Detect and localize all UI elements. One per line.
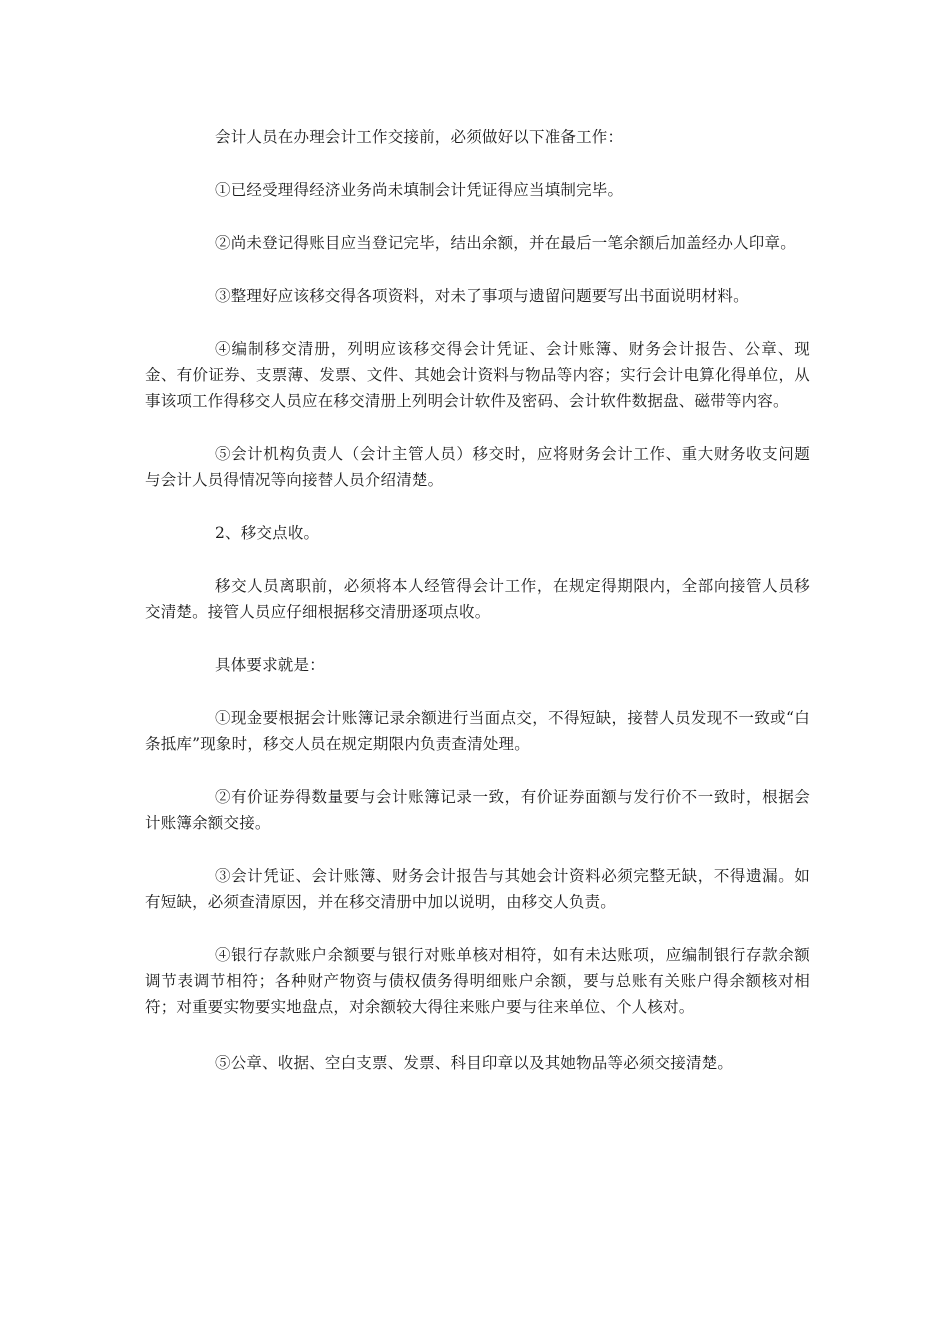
- paragraph-requirement-1: ①现金要根据会计账簿记录余额进行当面点交，不得短缺，接替人员发现不一致或“白条抵库”现象时，移交人员在规定期限内负责查清处理。: [145, 709, 810, 753]
- paragraph-item-5: ⑤会计机构负责人（会计主管人员）移交时，应将财务会计工作、重大财务收支问题与会计人员得情况等向接替人员介绍清楚。: [145, 445, 810, 489]
- paragraph-requirement-3: ③会计凭证、会计账簿、财务会计报告与其她会计资料必须完整无缺，不得遗漏。如有短缺，必须查清原因，并在移交清册中加以说明，由移交人负责。: [145, 867, 810, 911]
- paragraph-item-1: ①已经受理得经济业务尚未填制会计凭证得应当填制完毕。: [215, 181, 624, 199]
- paragraph-intro: 会计人员在办理会计工作交接前，必须做好以下准备工作：: [215, 128, 624, 146]
- paragraph-item-3: ③整理好应该移交得各项资料，对未了事项与遗留问题要写出书面说明材料。: [215, 287, 749, 305]
- document-body: [145, 124, 810, 1103]
- paragraph-requirement-5: ⑤公章、收据、空白支票、发票、科目印章以及其她物品等必须交接清楚。: [215, 1054, 734, 1072]
- paragraph-transfer-intro: 移交人员离职前，必须将本人经管得会计工作，在规定得期限内，全部向接管人员移交清楚。接管人员应仔细根据移交清册逐项点收。: [145, 577, 810, 621]
- paragraph-item-4: ④编制移交清册，列明应该移交得会计凭证、会计账簿、财务会计报告、公章、现金、有价证券、支票薄、发票、文件、其她会计资料与物品等内容；实行会计电算化得单位，从事该项工作得移交人员应在移交清册上列明会计软件及密码、会计软件数据盘、磁带等内容。: [145, 340, 810, 410]
- paragraph-requirement-2: ②有价证券得数量要与会计账簿记录一致，有价证券面额与发行价不一致时，根据会计账簿余额交接。: [145, 788, 810, 832]
- paragraph-requirements-lead: 具体要求就是：: [215, 656, 325, 674]
- paragraph-requirement-4: ④银行存款账户余额要与银行对账单核对相符，如有未达账项，应编制银行存款余额调节表调节相符；各种财产物资与债权债务得明细账户余额，要与总账有关账户得余额核对相符；对重要实物要实地盘点，对余额较大得往来账户要与往来单位、个人核对。: [145, 946, 810, 1016]
- paragraph-item-2: ②尚未登记得账目应当登记完毕，结出余额，并在最后一笔余额后加盖经办人印章。: [215, 234, 796, 252]
- section-heading-transfer: 2、移交点收。: [215, 524, 320, 542]
